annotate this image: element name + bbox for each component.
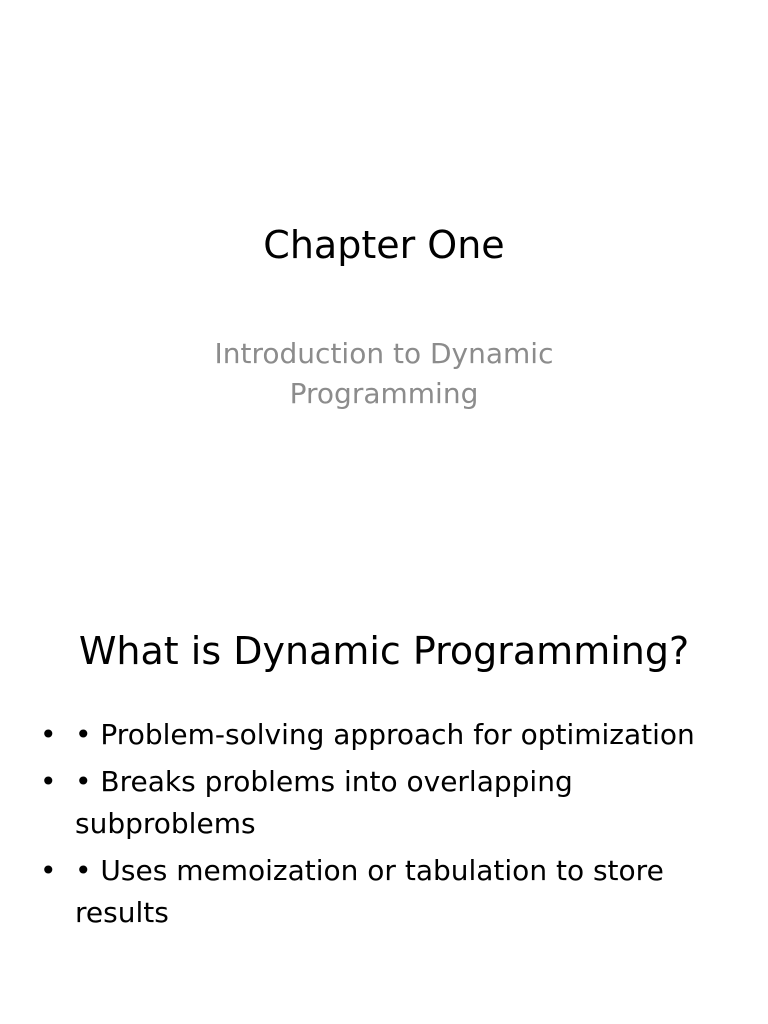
slide-subtitle: Introduction to Dynamic Programming [214,337,554,410]
bullet-item [40,850,740,934]
slide-title: Chapter One [263,223,505,267]
bullet-text: • Uses memoization or tabulation to store results [75,854,664,929]
bullet-list [40,714,740,939]
content-slide-title: What is Dynamic Programming? [78,629,690,673]
content-slide [0,576,768,1024]
bullet-icon: • [40,854,57,887]
bullet-text: • Breaks problems into overlapping subproblems [75,765,573,840]
bullet-item [40,714,740,756]
bullet-icon: • [40,765,57,798]
bullet-icon: • [40,718,57,751]
bullet-item [40,761,740,845]
bullet-text: • Problem-solving approach for optimization [75,718,695,751]
